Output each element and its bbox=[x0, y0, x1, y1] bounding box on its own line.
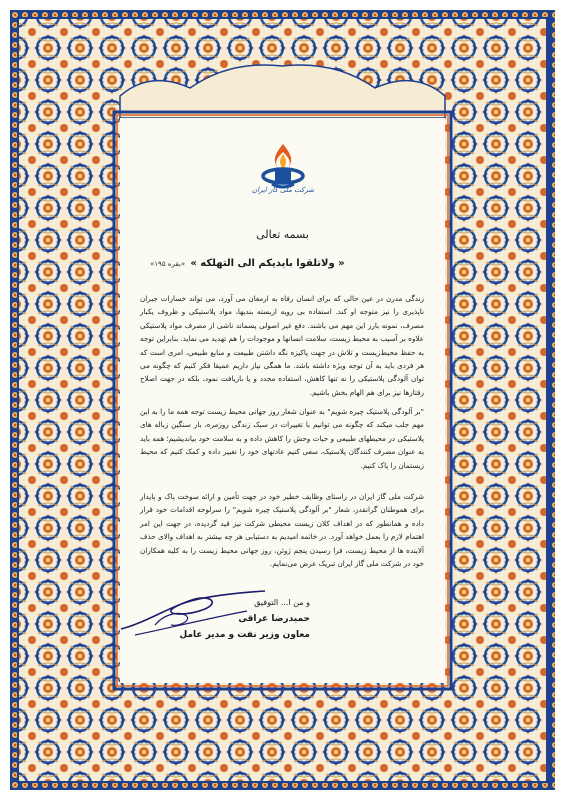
quran-verse: « ولاتلقوا بایدیکم الی التهلکه » bbox=[190, 258, 345, 269]
paragraph: "بر آلودگی پلاستیک چیره شویم" به عنوان شعار روز جهانی محیط زیست توجه همه ما را به این مهم جلب میکند که چگونه می توانیم با تغییرات در سبک زندگی روزمره، بار سنگین زباله های پلاستیکی در محیطهای طبیعی و حیات وحش را کاهش داده و به سلامت خود بیاندیشیم؛ همه باید به عنوان مصرف کنندگان پلاستیک، سعی کنیم عادتهای خود را تغییر داده و کمک کنیم که محیط زیستمان را پاک کنیم. bbox=[140, 407, 424, 470]
signer-title: معاون وزیر نفت و مدیر عامل bbox=[179, 630, 310, 640]
paragraph: شرکت ملی گاز ایران در راستای وظایف خطیر خود در جهت تأمین و ارائه سوخت پاک و پایدار برای هموطنان گرانقدر، شعار "بر آلودگی پلاستیک چیره شویم" را سرلوحه اقدامات خود قرار داده و همانطور که در اهداف کلان زیست محیطی شرکت نیز قید گردیده، در جهت این امر اهتمام لازم را بعمل خواهد آورد. در خاتمه امیدیم به دستیابی هر چه بیشتر به اهداف والای حذف آلاینده ها از محیط زیست، فرا رسیدن پنجم ژوئن، روز جهانی محیط زیست را به کلیه همکاران خود در شرکت ملی گاز ایران تبریک عرض می‌نمایم. bbox=[140, 492, 424, 569]
company-name: شرکت ملی گاز ایران bbox=[251, 186, 315, 194]
paragraph: زندگی مدرن در عین حالی که برای انسان رفاه به ارمغان می آورد، می تواند خسارات جبران ناپذیری را نیز متوجه او کند. استفاده بی رویه ازبسته بندیها، مواد پلاستیکی و ظروف یکبار مصرف، نمونه بارز این مهم می باشند. دفع غیر اصولی پسماند ناشی از مصرف مواد پلاستیکی علاوه بر آسیب به محیط زیست، سلامت انسانها و موجودات را هم تهدید می نماید. بنابراین توجه به حفظ محیط‌زیست و تلاش در جهت پاکیزه نگه داشتن طبیعت و منابع طبیعی، امری است که هر فردی باید به آن توجه ویژه داشته باشد. ما همگی نیاز داریم عمیقا فکر کنیم که چگونه می توان آلودگی پلاستیکی را نه تنها کاهش، استفاده مجدد و یا بازیافت نمود، بلکه در جهت اصلاح رفتارها نیز برای هم الهام بخش باشیم. bbox=[140, 294, 424, 397]
bismillah-heading: بسمه تعالی bbox=[256, 228, 309, 241]
signer-name: حمیدرضا عراقی bbox=[238, 614, 310, 624]
verse-reference: «بقره ۱۹۵» bbox=[150, 260, 186, 268]
gas-flame-emblem-icon bbox=[248, 138, 318, 208]
closing-phrase: و من ا... التوفیق bbox=[254, 598, 310, 607]
